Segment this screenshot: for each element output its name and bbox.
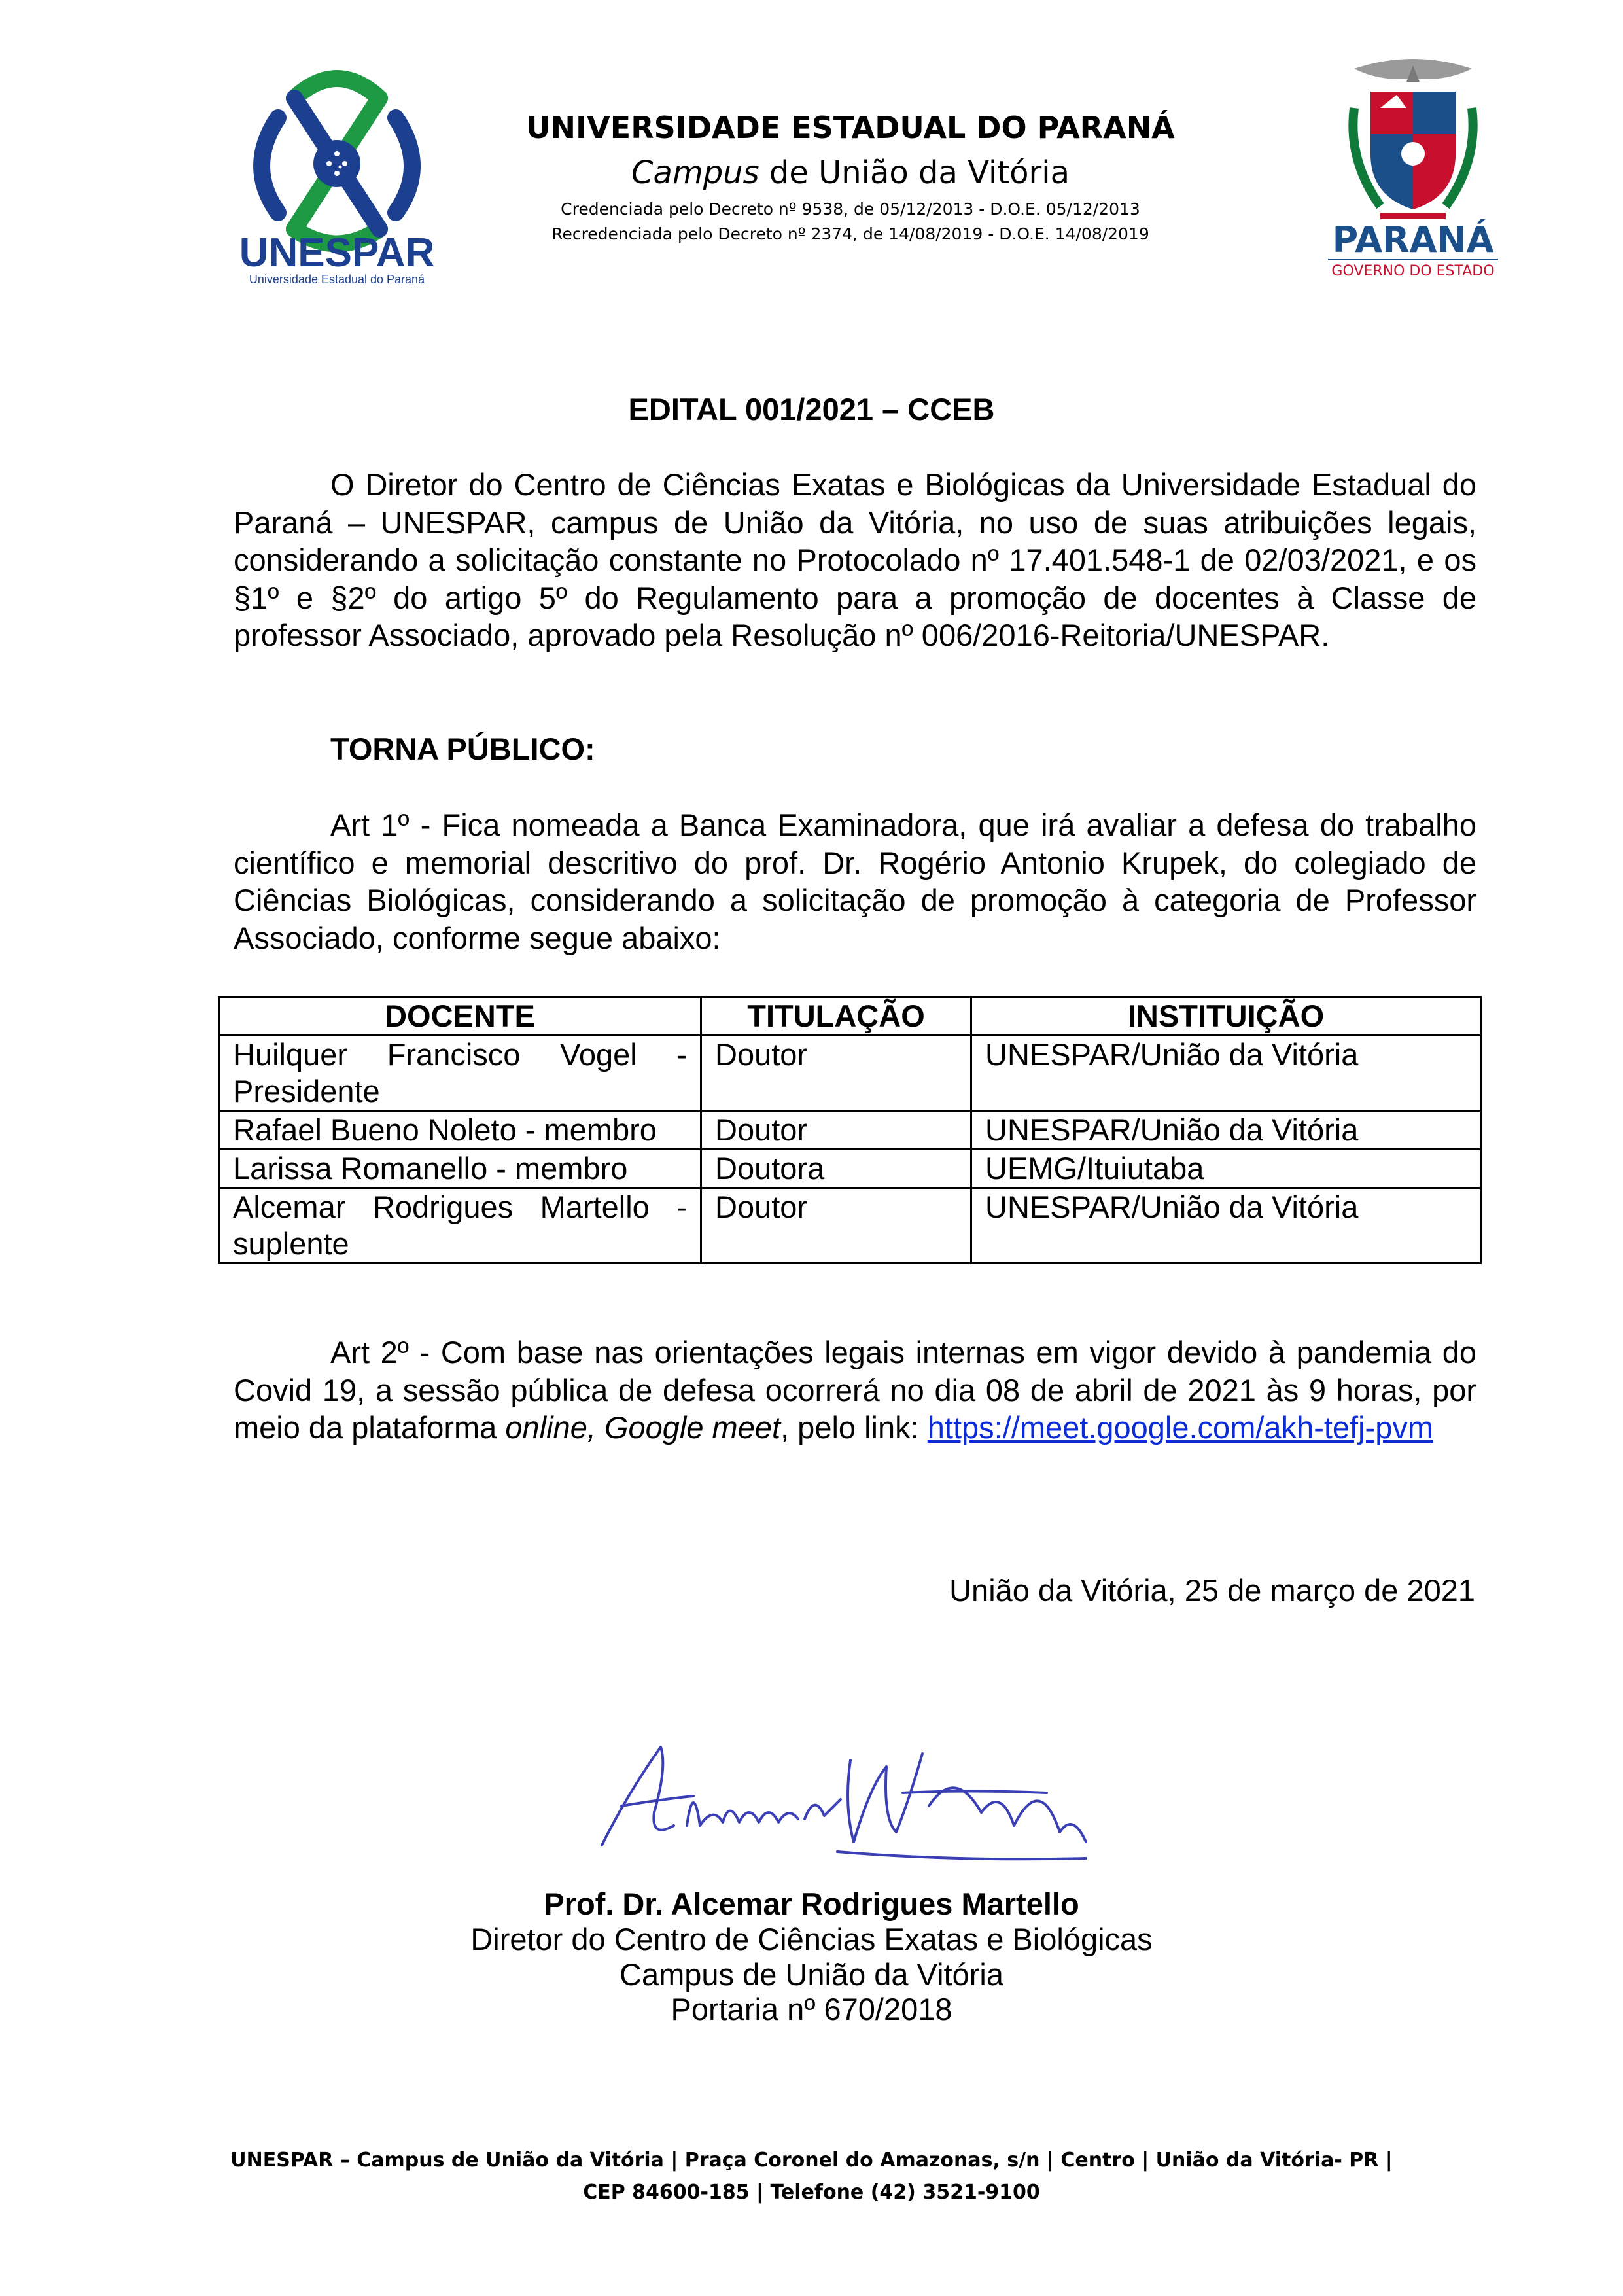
credential-line-1: Credenciada pelo Decreto nº 9538, de 05/12/2013 - D.O.E. 05/12/2013 — [561, 200, 1140, 219]
signer-role: Diretor do Centro de Ciências Exatas e Biológicas — [470, 1922, 1153, 1956]
parana-logo-text: PARANÁ — [1332, 219, 1494, 260]
article-2-link-intro: , pelo link: — [780, 1410, 928, 1445]
signer-name: Prof. Dr. Alcemar Rodrigues Martello — [544, 1886, 1079, 1921]
header-docente: DOCENTE — [219, 997, 701, 1036]
cell-instituicao: UEMG/Ituiutaba — [971, 1150, 1481, 1188]
table-row — [219, 1111, 1481, 1150]
cell-docente: Larissa Romanello - membro — [219, 1150, 701, 1188]
cell-instituicao: UNESPAR/União da Vitória — [971, 1111, 1481, 1150]
footer-contact: CEP 84600-185 | Telefone (42) 3521-9100 — [583, 2181, 1040, 2204]
table-row — [219, 1150, 1481, 1188]
cell-instituicao: UNESPAR/União da Vitória — [971, 1036, 1481, 1111]
article-2-paragraph — [234, 1333, 1476, 1447]
university-name: UNIVERSIDADE ESTADUAL DO PARANÁ — [526, 110, 1175, 145]
campus-italic: Campus — [631, 154, 759, 191]
footer-address: UNESPAR – Campus de União da Vitória | Praça Coronel do Amazonas, s/n | Centro | União da Vitória- PR | — [230, 2149, 1393, 2172]
cell-titulacao: Doutora — [701, 1150, 971, 1188]
signer-campus: Campus de União da Vitória — [620, 1957, 1003, 1992]
parana-coat-of-arms-logo — [1315, 56, 1511, 281]
parana-logo-subtext: GOVERNO DO ESTADO — [1331, 263, 1495, 279]
intro-paragraph: O Diretor do Centro de Ciências Exatas e Biológicas da Universidade Estadual do Paraná – UNESPAR, campus de União da Vitória, no uso de suas atribuições legais, considerando a solicitação constante no Protocolado nº 17.401.548-1 de 02/03/2021, e os §1º e §2º do artigo 5º do Regulamento para a promoção de docentes à Classe de professor Associado, aprovado pela Resolução nº 006/2016-Reitoria/UNESPAR. — [234, 467, 1476, 652]
cell-titulacao: Doutor — [701, 1188, 971, 1263]
unespar-logo — [232, 62, 442, 288]
cell-instituicao: UNESPAR/União da Vitória — [971, 1188, 1481, 1263]
torna-publico-heading: TORNA PÚBLICO: — [330, 732, 595, 766]
unespar-logo-text: UNESPAR — [239, 230, 435, 275]
cell-titulacao: Doutor — [701, 1036, 971, 1111]
article-2-text: Art 2º - Com base nas orientações legais internas em vigor devido à pandemia do Covid 19, a sessão pública de defesa ocorrerá no dia 08 de abril de 2021 às 9 horas, por meio da plataforma — [234, 1335, 1476, 1445]
signer-portaria: Portaria nº 670/2018 — [671, 1992, 952, 2026]
campus-name: de União da Vitória — [759, 154, 1070, 191]
cell-titulacao: Doutor — [701, 1111, 971, 1150]
article-2-platform: online, Google meet — [505, 1410, 781, 1445]
cell-docente: Rafael Bueno Noleto - membro — [219, 1111, 701, 1150]
table-row — [219, 1036, 1481, 1111]
campus-line — [458, 154, 1243, 191]
cell-docente: Huilquer Francisco Vogel - Presidente — [219, 1036, 701, 1111]
header-instituicao: INSTITUIÇÃO — [971, 997, 1481, 1036]
header-titulacao: TITULAÇÃO — [701, 997, 971, 1036]
handwritten-signature — [589, 1727, 1099, 1878]
place-date: União da Vitória, 25 de março de 2021 — [949, 1573, 1475, 1608]
document-title: EDITAL 001/2021 – CCEB — [628, 392, 995, 427]
unespar-logo-subtext: Universidade Estadual do Paraná — [249, 273, 425, 286]
examining-board-table — [218, 996, 1482, 1264]
cell-docente: Alcemar Rodrigues Martello - suplente — [219, 1188, 701, 1263]
table-row — [219, 1188, 1481, 1263]
credential-line-2: Recredenciada pelo Decreto nº 2374, de 14/08/2019 - D.O.E. 14/08/2019 — [551, 224, 1149, 243]
meet-link[interactable]: https://meet.google.com/akh-tefj-pvm — [927, 1410, 1433, 1445]
table-header-row — [219, 997, 1481, 1036]
article-1-paragraph: Art 1º - Fica nomeada a Banca Examinadora, que irá avaliar a defesa do trabalho científico e memorial descritivo do prof. Dr. Rogério Antonio Krupek, do colegiado de Ciências Biológicas, considerando a solicitação de promoção à categoria de Professor Associado, conforme segue abaixo: — [234, 807, 1476, 955]
